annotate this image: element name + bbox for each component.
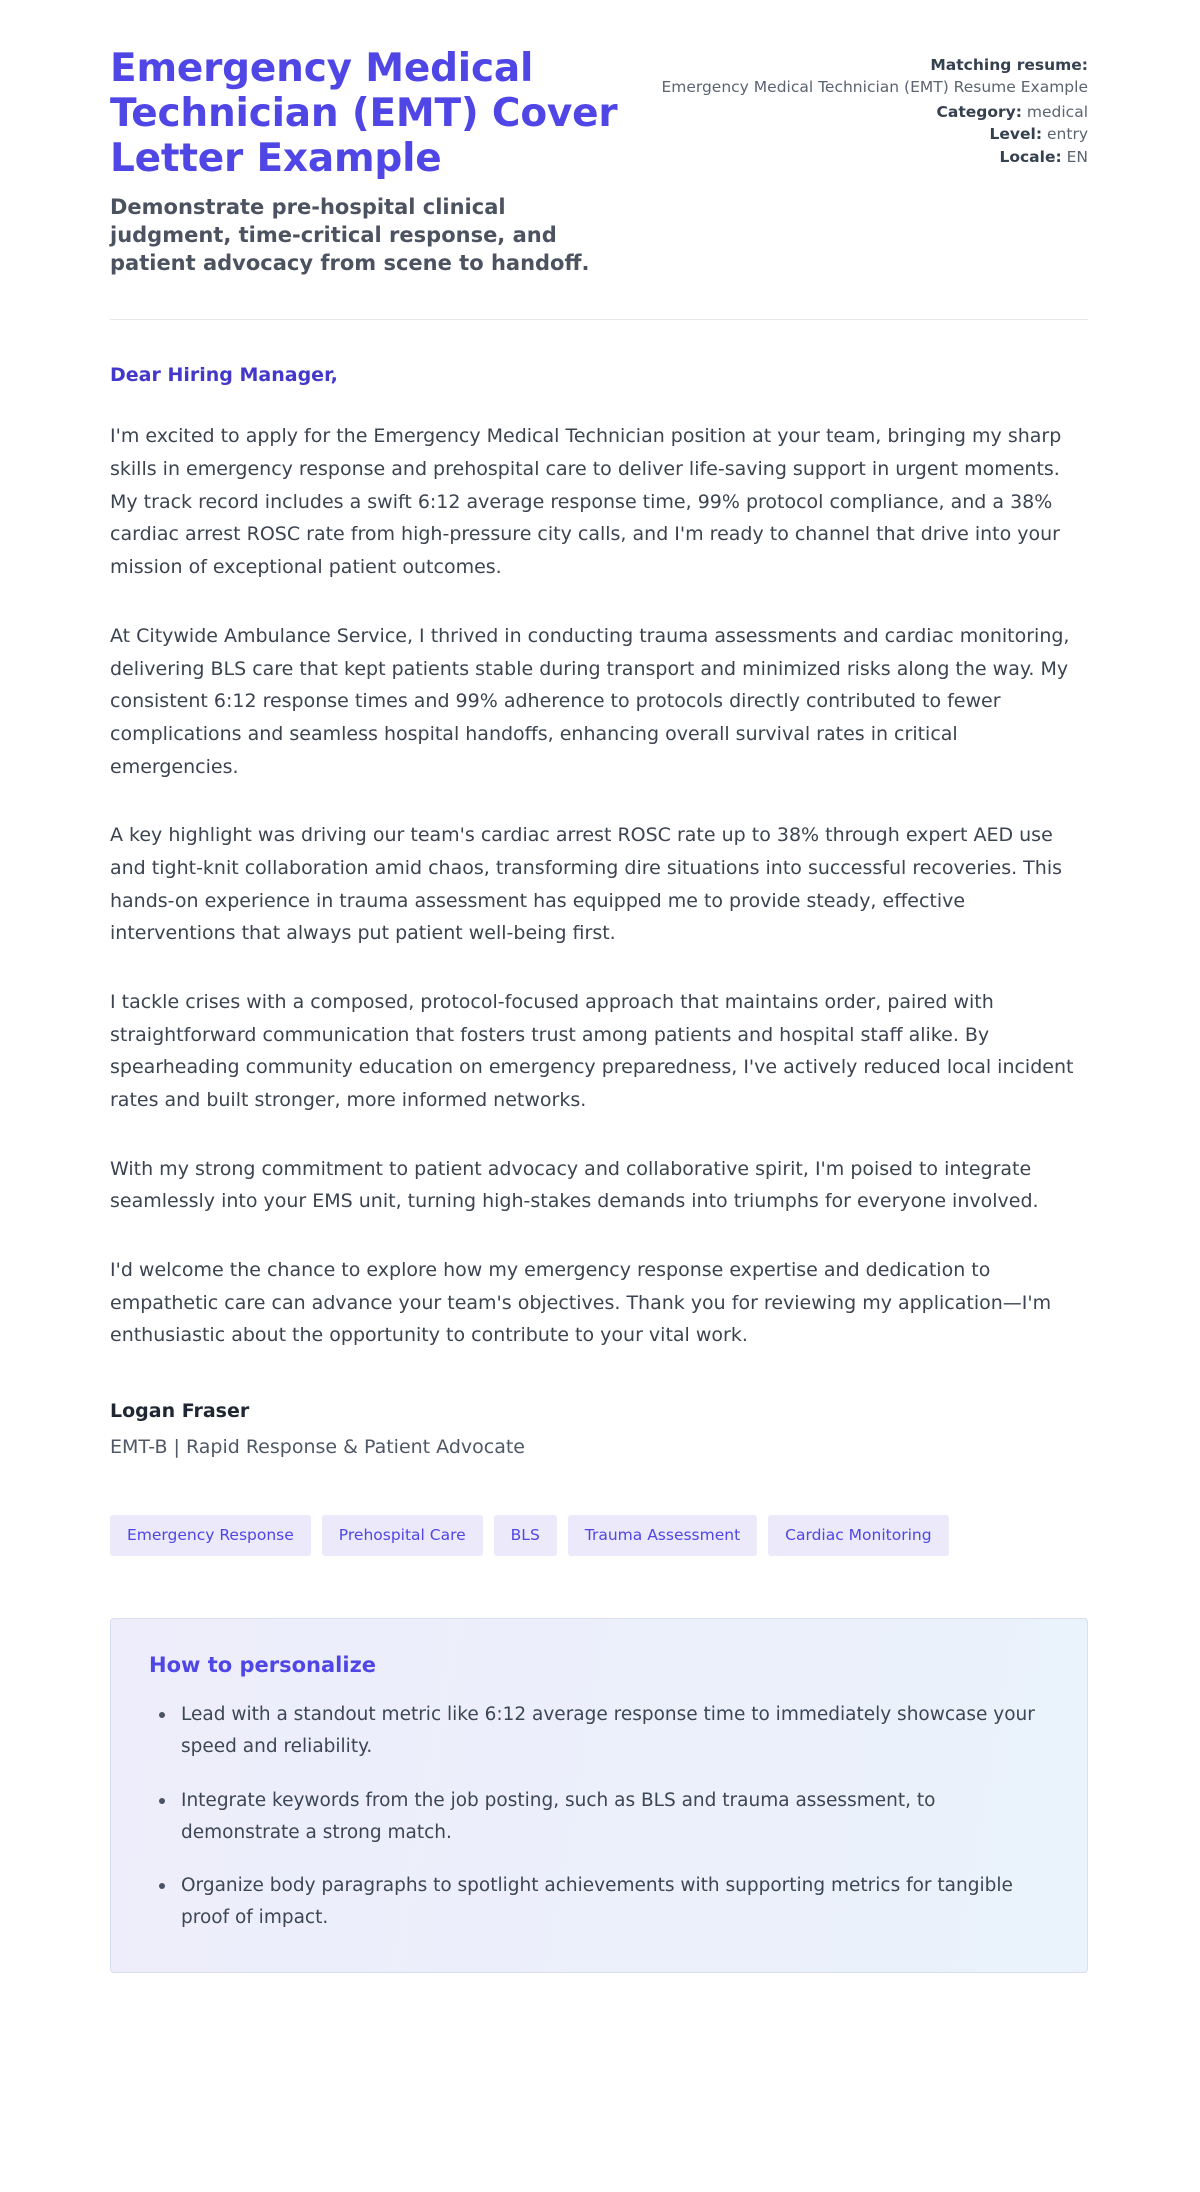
- header-title-block: [110, 46, 621, 277]
- signature-role: EMT-B | Rapid Response & Patient Advocate: [110, 1436, 525, 1459]
- meta-level-value: entry: [1047, 125, 1088, 144]
- skill-tag[interactable]: Emergency Response: [110, 1515, 311, 1557]
- salutation: Dear Hiring Manager,: [110, 364, 338, 387]
- document-metadata: [661, 46, 1088, 168]
- signature-block: [110, 1352, 1088, 1463]
- meta-level-label: Level:: [989, 125, 1043, 144]
- meta-matching-resume: [661, 54, 1088, 99]
- page-subtitle: Demonstrate pre-hospital clinical judgment, time-critical response, and patient advocacy from scene to handoff.: [110, 194, 590, 275]
- meta-category-value: medical: [1026, 102, 1088, 121]
- callout-tip-item: Integrate keywords from the job posting, such as BLS and trauma assessment, to demonstrate a strong match.: [173, 1785, 1049, 1849]
- signature-name: Logan Fraser: [110, 1399, 250, 1422]
- callout-tip-item: Organize body paragraphs to spotlight achievements with supporting metrics for tangible proof of impact.: [173, 1870, 1049, 1934]
- skill-tag[interactable]: Prehospital Care: [322, 1515, 483, 1557]
- letter-paragraph: I tackle crises with a composed, protocol-focused approach that maintains order, paired with straightforward communication that fosters trust among patients and hospital staff alike. By spearheading community education on emergency preparedness, I've actively reduced local incident rates and built stronger, more informed networks.: [110, 990, 1074, 1111]
- cover-letter-body: [110, 320, 1088, 1351]
- meta-matching-resume-label: Matching resume:: [930, 56, 1088, 74]
- callout-tip-list: [149, 1699, 1049, 1934]
- letter-paragraph: A key highlight was driving our team's cardiac arrest ROSC rate up to 38% through expert AED use and tight-knit collaboration amid chaos, transforming dire situations into successful recoveries. This hands-on experience in trauma assessment has equipped me to provide steady, effective interventions that always put patient well-being first.: [110, 824, 1062, 945]
- meta-matching-resume-value[interactable]: Emergency Medical Technician (EMT) Resume Example: [661, 78, 1088, 97]
- personalize-callout: [110, 1618, 1088, 1973]
- page-title: Emergency Medical Technician (EMT) Cover Letter Example: [110, 46, 618, 182]
- skill-tag[interactable]: Trauma Assessment: [568, 1515, 757, 1557]
- letter-paragraph: I'd welcome the chance to explore how my emergency response expertise and dedication to empathetic care can advance your team's objectives. Thank you for reviewing my application—I'm enthusiastic about the opportunity to contribute to your vital work.: [110, 1258, 1052, 1347]
- meta-level: [661, 123, 1088, 145]
- meta-locale-label: Locale:: [999, 147, 1062, 166]
- skill-tag-list: [110, 1463, 1088, 1557]
- meta-locale-value: EN: [1066, 147, 1088, 166]
- page-header: [110, 46, 1088, 277]
- letter-paragraph: With my strong commitment to patient advocacy and collaborative spirit, I'm poised to integrate seamlessly into your EMS unit, turning high-stakes demands into triumphs for everyone involved.: [110, 1157, 1039, 1213]
- meta-category: [661, 101, 1088, 123]
- callout-tip-item: Lead with a standout metric like 6:12 average response time to immediately showcase your speed and reliability.: [173, 1699, 1049, 1763]
- meta-category-label: Category:: [936, 102, 1022, 121]
- letter-paragraph: At Citywide Ambulance Service, I thrived in conducting trauma assessments and cardiac monitoring, delivering BLS care that kept patients stable during transport and minimized risks along the way. My consistent 6:12 response times and 99% adherence to protocols directly contributed to fewer complications and seamless hospital handoffs, enhancing overall survival rates in critical emergencies.: [110, 624, 1070, 778]
- skill-tag[interactable]: BLS: [494, 1515, 557, 1557]
- callout-title: How to personalize: [149, 1653, 377, 1678]
- letter-paragraph: I'm excited to apply for the Emergency Medical Technician position at your team, bringing my sharp skills in emergency response and prehospital care to deliver life-saving support in urgent moments. My track record includes a swift 6:12 average response time, 99% protocol compliance, and a 38% cardiac arrest ROSC rate from high-pressure city calls, and I'm ready to channel that drive into your mission of exceptional patient outcomes.: [110, 425, 1062, 579]
- meta-locale: [661, 146, 1088, 168]
- skill-tag[interactable]: Cardiac Monitoring: [768, 1515, 948, 1557]
